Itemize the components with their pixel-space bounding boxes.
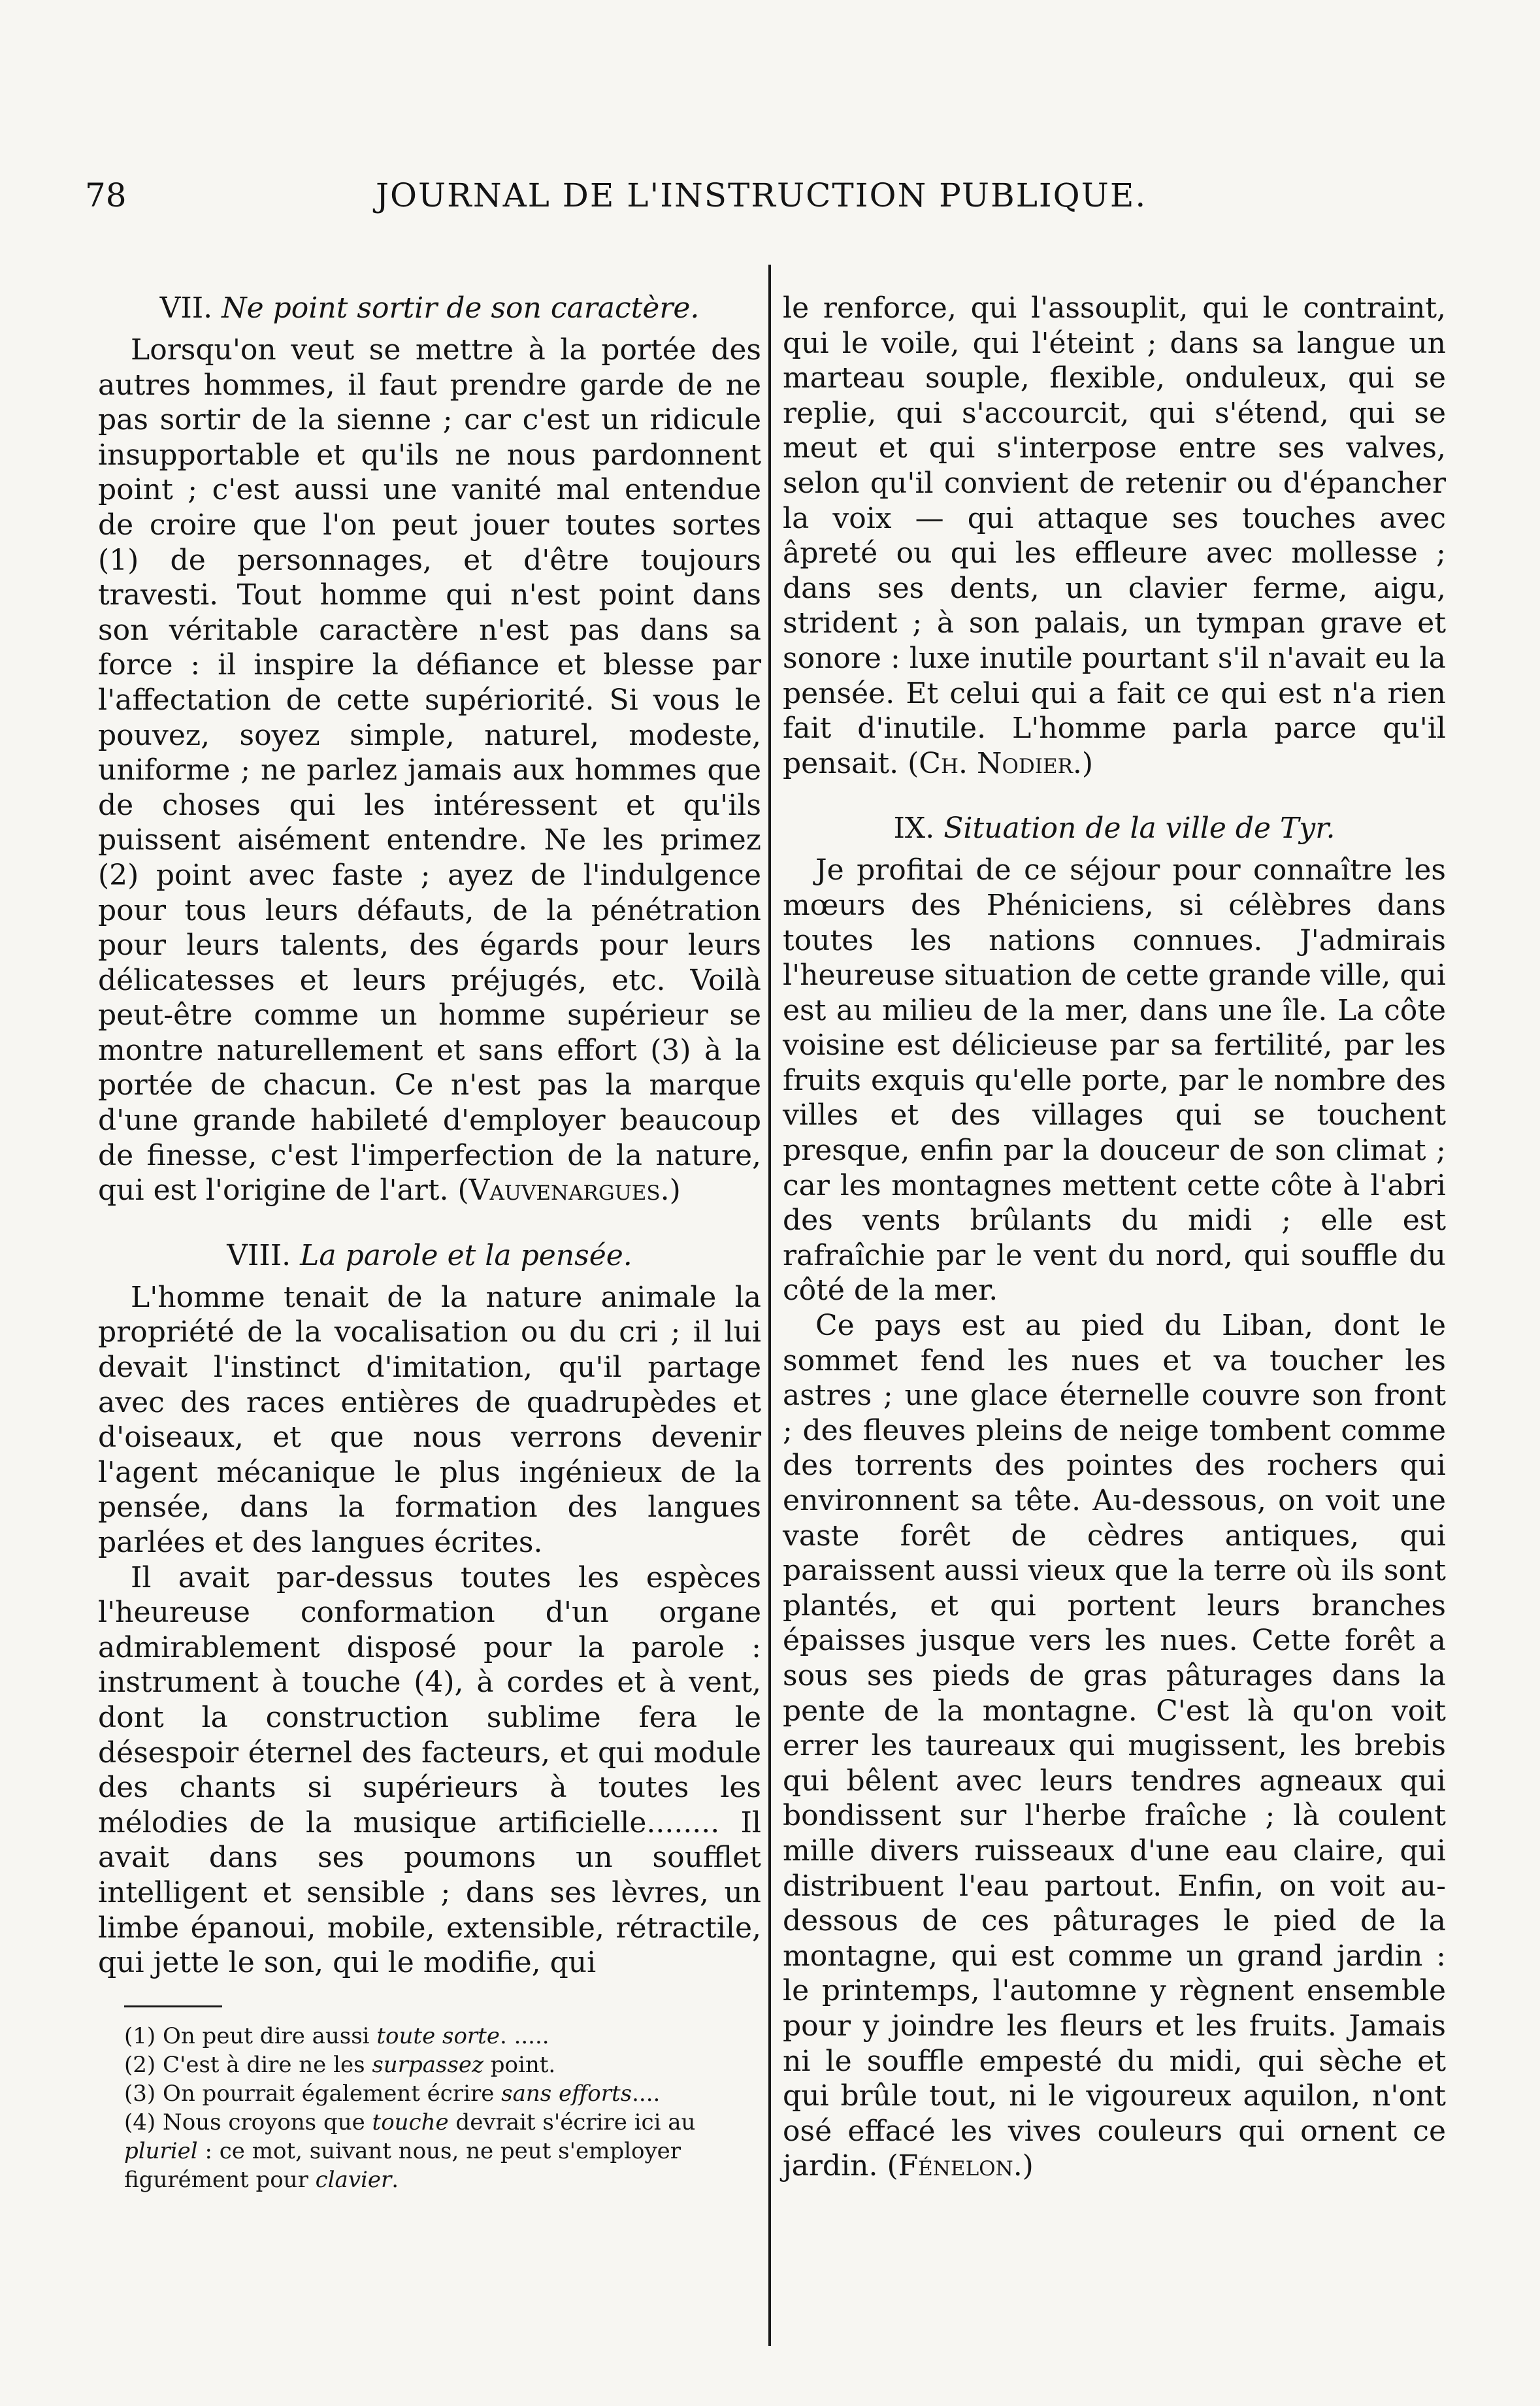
footnote-1-text: (1) On peut dire aussi: [124, 2022, 377, 2049]
running-header: [0, 176, 1540, 229]
section-8-number: VIII.: [227, 1238, 291, 1272]
section-7-text: Lorsqu'on veut se mettre à la portée des autres hommes, il faut prendre garde de ne pas sortir de la sienne ; car c'est un ridicule insupportable et qu'ils ne nous pardonnent point ; c'est aussi une vanité mal entendue de croire que l'on peut jouer toutes sortes (1) de personnages, et d'être toujours travesti. Tout homme qui n'est point dans son véritable caractère n'est pas dans sa force : il inspire la défiance et blesse par l'affectation de cette supériorité. Si vous le pouvez, soyez simple, naturel, modeste, uniforme ; ne parlez jamais aux hommes que de choses qui les intéressent et qu'ils puissent aisément entendre. Ne les primez (2) point avec faste ; ayez de l'indulgence pour tous leurs défauts, de la pénétration pour leurs talents, des égards pour leurs délicatesses et leurs préjugés, etc. Voilà peut-être comme un homme supérieur se montre naturellement et sans effort (3) à la portée de chacun. Ce n'est pas la marque d'une grande habileté d'employer beaucoup de finesse, c'est l'imperfection de la nature, qui est l'origine de l'art.: [98, 333, 761, 1208]
journal-title: JOURNAL DE L'INSTRUCTION PUBLIQUE.: [376, 176, 1147, 214]
section-7-paragraph: [98, 333, 761, 1208]
footnote-4: [98, 2108, 761, 2194]
section-8-title: La parole et la pensée.: [300, 1238, 632, 1272]
footnote-4-italic-1: touche: [372, 2109, 449, 2135]
footnote-1-italic: toute sorte: [376, 2022, 500, 2049]
footnote-2-end: point.: [483, 2051, 556, 2078]
footnote-3-end: ....: [632, 2080, 661, 2107]
section-7-number: VII.: [159, 291, 213, 325]
section-8-author: (Ch. Nodier.): [908, 746, 1094, 780]
section-9-paragraph-1: Je profitai de ce séjour pour connaître les mœurs des Phéniciens, si célèbres dans toutes les nations connues. J'admirais l'heureuse situation de cette grande ville, qui est au milieu de la mer, dans une île. La côte voisine est délicieuse par sa fertilité, par les fruits exquis qu'elle porte, par le nombre des villes et des villages qui se touchent presque, enfin par la douceur de son climat ; car les montagnes mettent cette côte à l'abri des vents brûlants du midi ; elle est rafraîchie par le vent du nord, qui souffle du côté de la mer.: [783, 853, 1446, 1308]
footnote-4-end: .: [391, 2166, 399, 2193]
section-gap: [783, 781, 1446, 811]
section-8-continued-text: le renforce, qui l'assouplit, qui le contraint, qui le voile, qui l'éteint ; dans sa langue un marteau souple, flexible, onduleux, qui se replie, qui s'accourcit, qui s'étend, qui se meut et qui s'interpose entre ses valves, selon qu'il convient de retenir ou d'épancher la voix — qui attaque ses touches avec âpreté ou qui les effleure avec mollesse ; dans ses dents, un clavier ferme, aigu, strident ; à son palais, un tympan grave et sonore : luxe inutile pourtant s'il n'avait eu la pensée. Et celui qui a fait ce qui est n'a rien fait d'inutile. L'homme parla parce qu'il pensait.: [783, 291, 1446, 780]
section-7-title: Ne point sortir de son caractère.: [221, 291, 700, 325]
footnote-rule: [124, 2005, 222, 2007]
right-column: [783, 291, 1446, 2184]
page-number: 78: [85, 176, 127, 214]
section-8-paragraph-1: L'homme tenait de la nature animale la propriété de la vocalisation ou du cri ; il lui devait l'instinct d'imitation, qu'il partage avec des races entières de quadrupèdes et d'oiseaux, et que nous verrons devenir l'agent mécanique le plus ingénieux de la pensée, dans la formation des langues parlées et des langues écrites.: [98, 1280, 761, 1559]
left-column: [98, 291, 761, 2194]
footnote-4-text-2: devrait s'écrire ici au: [448, 2109, 696, 2135]
footnote-3-italic: sans efforts: [501, 2080, 632, 2107]
section-9-text: Ce pays est au pied du Liban, dont le sommet fend les nues et va toucher les astres ; une glace éternelle couvre son front ; des fleuves pleins de neige tombent comme des torrents des pointes des rochers qui environnent sa tête. Au-dessous, on voit une vaste forêt de cèdres antiques, qui paraissent aussi vieux que la terre où ils sont plantés, et qui portent leurs branches épaisses jusque vers les nues. Cette forêt a sous ses pieds de gras pâturages dans la pente de la montagne. C'est là qu'on voit errer les taureaux qui mugissent, les brebis qui bêlent avec leurs tendres agneaux qui bondissent sur l'herbe fraîche ; là coulent mille divers ruisseaux d'une eau claire, qui distribuent l'eau partout. Enfin, on voit au-dessous de ces pâturages le pied de la montagne, qui est comme un grand jardin : le printemps, l'automne y règnent ensemble pour y joindre les fleurs et les fruits. Jamais ni le souffle empesté du midi, qui sèche et qui brûle tout, ni le vigoureux aquilon, n'ont osé effacé les vives couleurs qui ornent ce jardin.: [783, 1309, 1446, 2183]
footnote-4-italic-3: clavier: [315, 2166, 392, 2193]
section-gap: [98, 1208, 761, 1238]
section-9-title: Situation de la ville de Tyr.: [943, 812, 1335, 846]
footnote-2-text: (2) C'est à dire ne les: [124, 2051, 372, 2078]
section-9-heading: [783, 811, 1446, 846]
column-divider: [768, 265, 771, 2346]
footnote-4-text: (4) Nous croyons que: [124, 2109, 372, 2135]
footnote-2-italic: surpassez: [372, 2051, 483, 2078]
footnote-4-text-3: : ce mot, suivant nous, ne peut s'employer figurément pour: [124, 2137, 681, 2193]
footnote-4-italic-2: pluriel: [124, 2137, 198, 2164]
section-9-paragraph-2: [783, 1308, 1446, 2184]
footnote-1: [98, 2022, 761, 2051]
section-9-author: (Fénelon.): [887, 2149, 1034, 2183]
footnote-3: [98, 2079, 761, 2108]
section-8-heading: [98, 1238, 761, 1274]
section-8-paragraph-2-continued: [783, 291, 1446, 781]
section-7-heading: [98, 291, 761, 326]
footnote-3-text: (3) On pourrait également écrire: [124, 2080, 502, 2107]
section-7-author: (Vauvenargues.): [457, 1174, 681, 1208]
section-9-number: IX.: [893, 812, 935, 846]
section-8-paragraph-2: Il avait par-dessus toutes les espèces l'heureuse conformation d'un organe admirablement disposé pour la parole : instrument à touche (4), à cordes et à vent, dont la construction sublime fera le désespoir éternel des facteurs, et qui module des chants si supérieurs à toutes les mélodies de la musique artificielle........ Il avait dans ses poumons un soufflet intelligent et sensible ; dans ses lèvres, un limbe épanoui, mobile, extensible, rétractile, qui jette le son, qui le modifie, qui: [98, 1560, 761, 1980]
footnote-1-end: . .....: [499, 2022, 549, 2049]
footnote-2: [98, 2051, 761, 2079]
